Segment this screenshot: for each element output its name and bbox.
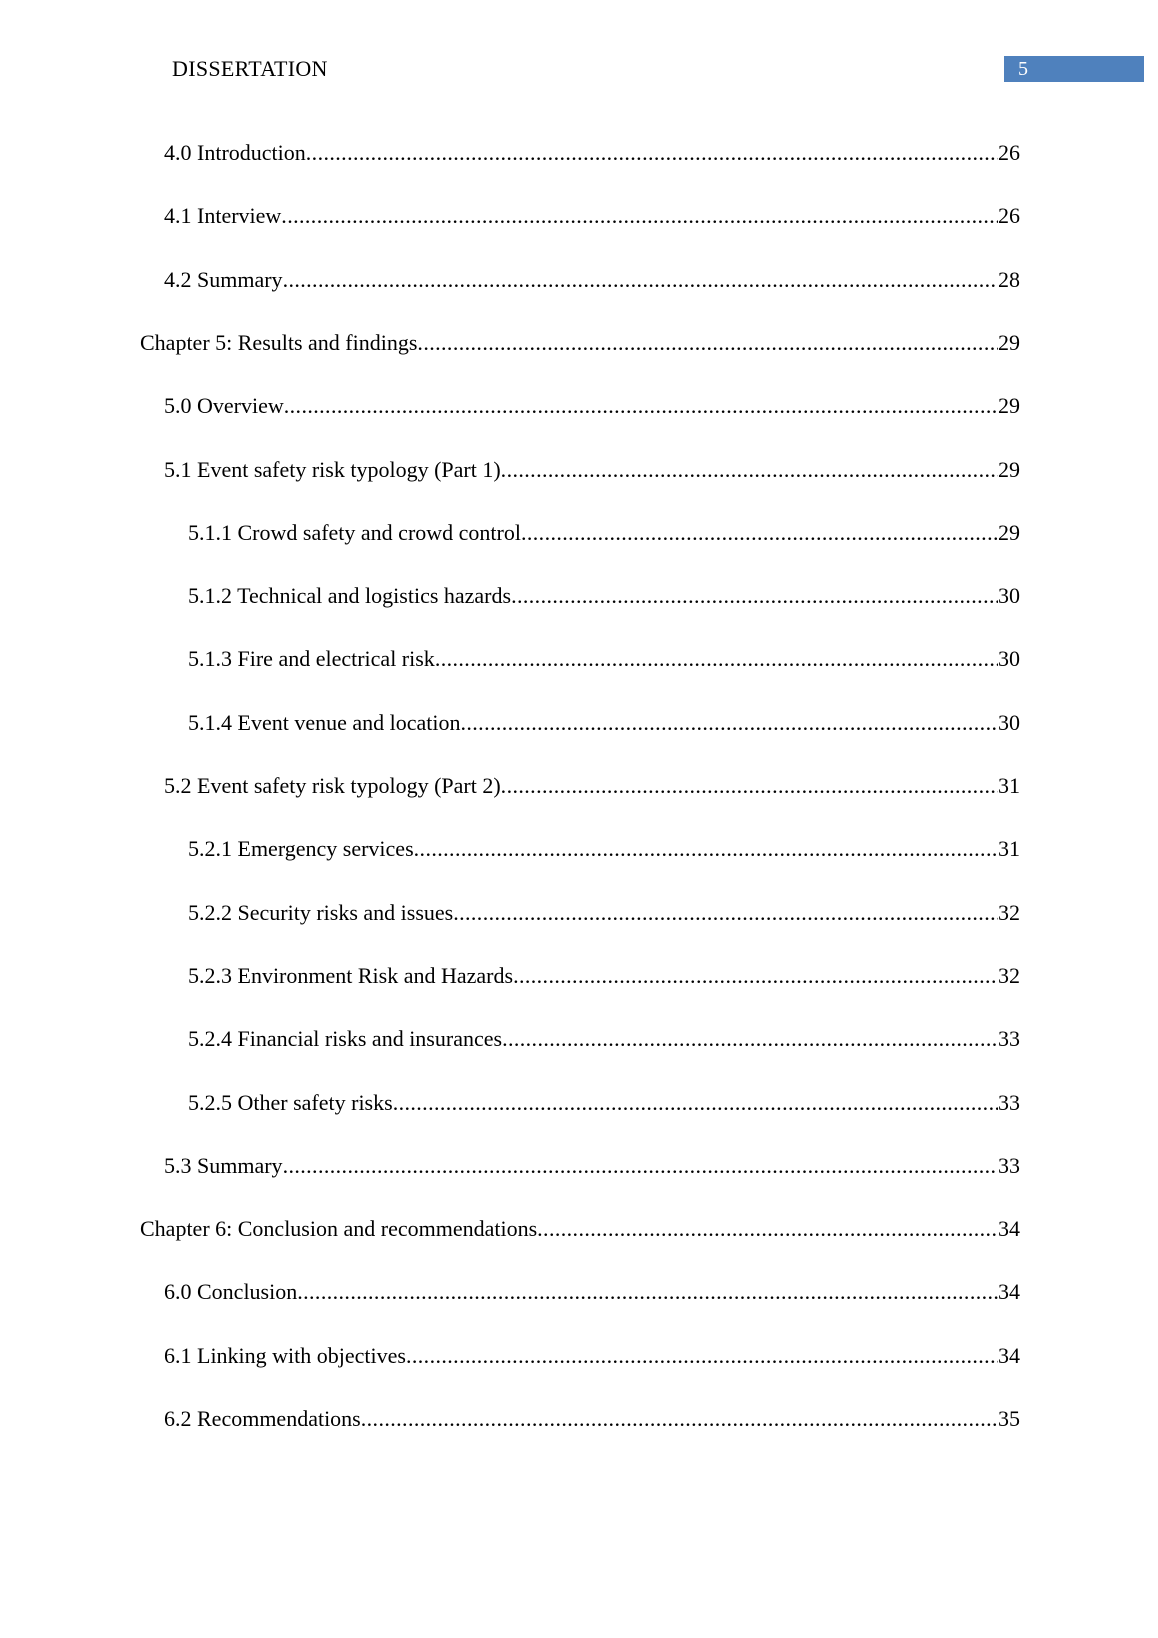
- toc-entry[interactable]: [164, 455, 1020, 485]
- toc-entry-page-number: 29: [998, 330, 1020, 355]
- toc-dot-leader: [502, 1024, 998, 1054]
- toc-entry-label: 6.2 Recommendations: [164, 1406, 361, 1431]
- toc-entry-label: 5.3 Summary: [164, 1153, 283, 1178]
- toc-entry-page-number: 33: [998, 1026, 1020, 1051]
- toc-entry-label: Chapter 5: Results and findings: [140, 330, 418, 355]
- toc-entry-label: 6.0 Conclusion: [164, 1279, 298, 1304]
- toc-entry[interactable]: [188, 1024, 1020, 1054]
- toc-entry-page-number: 29: [998, 457, 1020, 482]
- toc-entry[interactable]: [164, 138, 1020, 168]
- toc-entry-label: 4.0 Introduction: [164, 140, 306, 165]
- toc-dot-leader: [361, 1404, 998, 1434]
- toc-entry-label: 5.2 Event safety risk typology (Part 2): [164, 773, 501, 798]
- toc-entry[interactable]: [164, 1151, 1020, 1181]
- toc-entry[interactable]: [188, 708, 1020, 738]
- toc-entry-label: 5.1.1 Crowd safety and crowd control: [188, 520, 521, 545]
- toc-entry[interactable]: [188, 518, 1020, 548]
- toc-dot-leader: [435, 644, 998, 674]
- toc-entry-page-number: 34: [998, 1343, 1020, 1368]
- toc-entry-label: 5.1.4 Event venue and location: [188, 710, 461, 735]
- toc-dot-leader: [414, 834, 998, 864]
- toc-entry[interactable]: [188, 644, 1020, 674]
- toc-dot-leader: [283, 265, 998, 295]
- toc-entry[interactable]: [164, 201, 1020, 231]
- toc-dot-leader: [501, 771, 998, 801]
- toc-entry-page-number: 30: [998, 583, 1020, 608]
- toc-entry[interactable]: [164, 771, 1020, 801]
- toc-entry-page-number: 32: [998, 900, 1020, 925]
- toc-entry[interactable]: [164, 265, 1020, 295]
- toc-dot-leader: [417, 328, 998, 358]
- toc-entry-page-number: 26: [998, 140, 1020, 165]
- toc-entry-label: 5.2.1 Emergency services: [188, 836, 414, 861]
- toc-entry-page-number: 34: [998, 1279, 1020, 1304]
- toc-dot-leader: [513, 961, 998, 991]
- toc-entry-label: 5.2.2 Security risks and issues: [188, 900, 454, 925]
- toc-entry-label: 5.0 Overview: [164, 393, 284, 418]
- toc-entry[interactable]: [188, 834, 1020, 864]
- toc-entry-page-number: 28: [998, 267, 1020, 292]
- toc-dot-leader: [297, 1277, 998, 1307]
- toc-entry-page-number: 33: [998, 1153, 1020, 1178]
- toc-entry-label: 4.2 Summary: [164, 267, 283, 292]
- toc-dot-leader: [284, 391, 998, 421]
- toc-entry-page-number: 35: [998, 1406, 1020, 1431]
- toc-entry[interactable]: [188, 1088, 1020, 1118]
- toc-entry[interactable]: [164, 1404, 1020, 1434]
- toc-entry-page-number: 29: [998, 520, 1020, 545]
- toc-entry-label: 4.1 Interview: [164, 203, 282, 228]
- toc-entry-page-number: 33: [998, 1090, 1020, 1115]
- toc-entry[interactable]: [188, 581, 1020, 611]
- toc-entry-label: 5.2.3 Environment Risk and Hazards: [188, 963, 514, 988]
- toc-entry-label: Chapter 6: Conclusion and recommendations: [140, 1216, 538, 1241]
- running-head-title: DISSERTATION: [172, 56, 328, 81]
- toc-dot-leader: [501, 455, 998, 485]
- toc-entry-label: 5.1.2 Technical and logistics hazards: [188, 583, 512, 608]
- toc-entry[interactable]: [140, 1214, 1020, 1244]
- toc-entry[interactable]: [188, 898, 1020, 928]
- toc-entry[interactable]: [140, 328, 1020, 358]
- toc-entry-page-number: 26: [998, 203, 1020, 228]
- toc-dot-leader: [453, 898, 998, 928]
- toc-entry-label: 6.1 Linking with objectives: [164, 1343, 406, 1368]
- toc-entry-label: 5.1.3 Fire and electrical risk: [188, 646, 435, 671]
- toc-entry[interactable]: [188, 961, 1020, 991]
- toc-dot-leader: [511, 581, 998, 611]
- toc-dot-leader: [306, 138, 998, 168]
- toc-entry-page-number: 32: [998, 963, 1020, 988]
- toc-entry-label: 5.1 Event safety risk typology (Part 1): [164, 457, 501, 482]
- toc-entry[interactable]: [164, 1341, 1020, 1371]
- toc-dot-leader: [281, 201, 998, 231]
- page-number-badge: 5: [1004, 56, 1144, 82]
- toc-entry-page-number: 29: [998, 393, 1020, 418]
- toc-dot-leader: [521, 518, 998, 548]
- toc-entry[interactable]: [164, 391, 1020, 421]
- toc-entry-page-number: 30: [998, 710, 1020, 735]
- toc-entry-page-number: 30: [998, 646, 1020, 671]
- toc-dot-leader: [460, 708, 998, 738]
- toc-entry[interactable]: [164, 1277, 1020, 1307]
- toc-dot-leader: [393, 1088, 998, 1118]
- toc-entry-label: 5.2.5 Other safety risks: [188, 1090, 393, 1115]
- toc-entry-page-number: 34: [998, 1216, 1020, 1241]
- toc-entry-label: 5.2.4 Financial risks and insurances: [188, 1026, 503, 1051]
- toc-entry-page-number: 31: [998, 773, 1020, 798]
- toc-entry-page-number: 31: [998, 836, 1020, 861]
- toc-dot-leader: [406, 1341, 998, 1371]
- toc-dot-leader: [283, 1151, 998, 1181]
- toc-dot-leader: [537, 1214, 998, 1244]
